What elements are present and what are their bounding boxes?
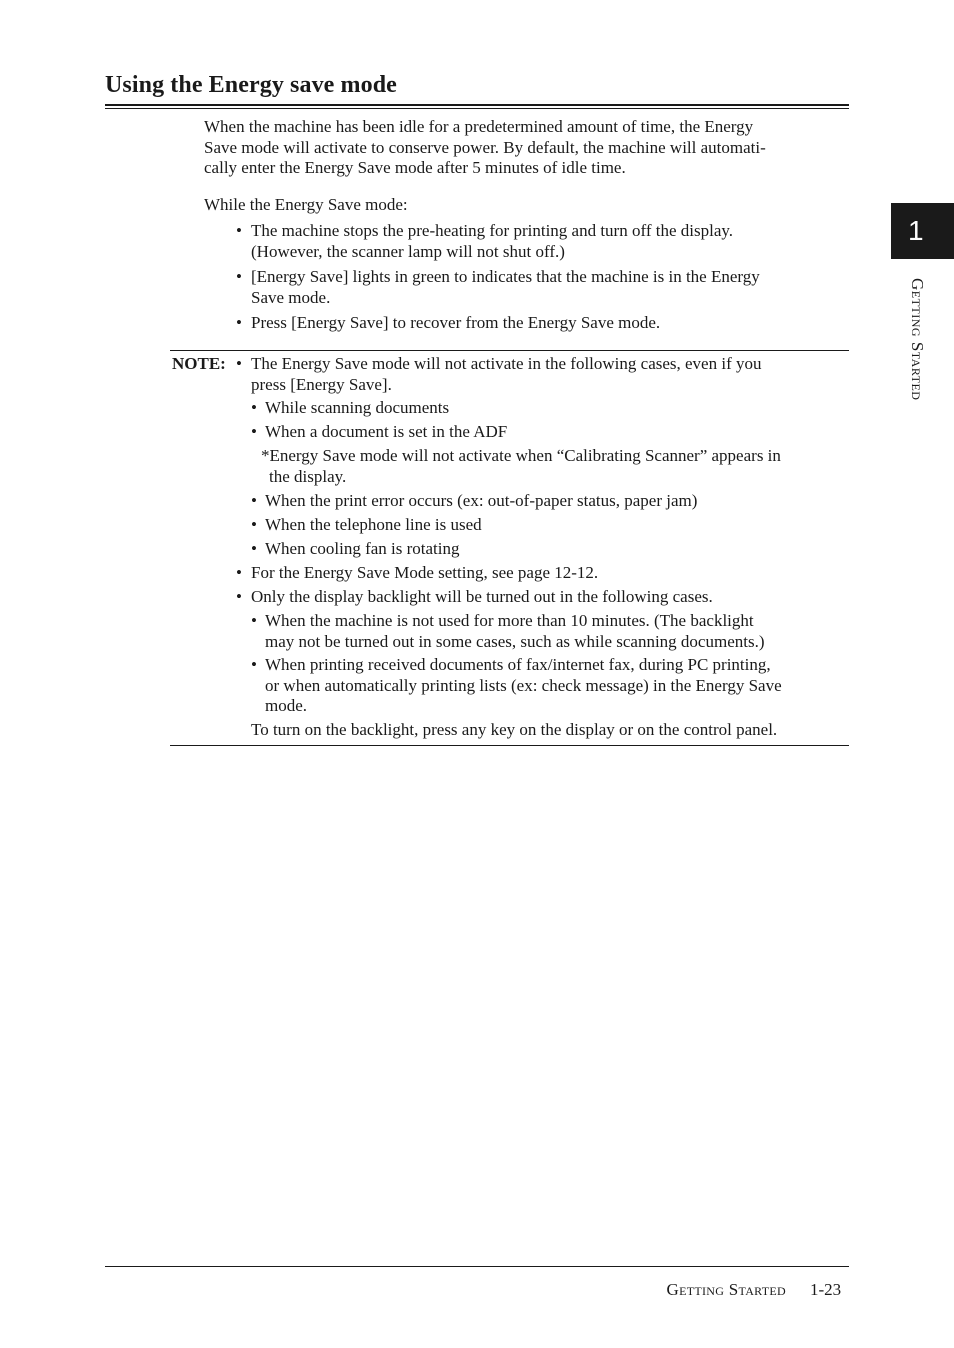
note-rule-top bbox=[170, 350, 849, 351]
bullet-icon: • bbox=[236, 267, 242, 286]
title-rule-top bbox=[105, 104, 849, 106]
list-item-line: Press [Energy Save] to recover from the Energy Save mode. bbox=[251, 313, 661, 332]
note-line: or when automatically printing lists (ex: check message) in the Energy Save bbox=[265, 675, 782, 695]
note-line: For the Energy Save Mode setting, see page 12-12. bbox=[251, 563, 599, 582]
note-line: The Energy Save mode will not activate in the following cases, even if you bbox=[251, 354, 762, 373]
footer-section: Getting Started bbox=[666, 1280, 786, 1299]
footer-rule bbox=[105, 1266, 849, 1267]
chapter-tab: 1 bbox=[891, 203, 954, 259]
note-item bbox=[236, 587, 713, 608]
note-line: When a document is set in the ADF bbox=[265, 422, 508, 441]
intro-line: cally enter the Energy Save mode after 5 minutes of idle time. bbox=[204, 158, 626, 177]
note-line: press [Energy Save]. bbox=[251, 374, 392, 394]
note-subitem bbox=[251, 655, 782, 717]
list-item bbox=[236, 313, 661, 334]
note-label: NOTE: bbox=[172, 354, 226, 373]
note-subitem bbox=[251, 491, 698, 512]
note-line: may not be turned out in some cases, such as while scanning documents.) bbox=[265, 631, 765, 651]
bullet-icon: • bbox=[236, 313, 242, 332]
note-line: the display. bbox=[269, 466, 347, 486]
note-closing: To turn on the backlight, press any key on the display or on the control panel. bbox=[251, 720, 778, 739]
note-line: When the telephone line is used bbox=[265, 515, 482, 534]
note-line: *Energy Save mode will not activate when “Calibrating Scanner” appears in bbox=[261, 446, 781, 465]
list-item bbox=[236, 221, 734, 262]
bullet-icon: • bbox=[251, 515, 257, 534]
title-rule-bottom bbox=[105, 108, 849, 109]
side-section-label: Getting Started bbox=[908, 278, 927, 401]
bullet-icon: • bbox=[251, 611, 257, 630]
note-subitem bbox=[251, 611, 765, 652]
intro-paragraph bbox=[204, 117, 844, 179]
note-asterisk bbox=[261, 446, 781, 487]
intro-line: When the machine has been idle for a predetermined amount of time, the Energy bbox=[204, 117, 754, 136]
note-item bbox=[236, 354, 762, 395]
list-item bbox=[236, 267, 760, 308]
bullet-icon: • bbox=[236, 587, 242, 606]
note-subitem bbox=[251, 539, 460, 560]
page-number: 1-23 bbox=[810, 1280, 842, 1299]
note-line: When cooling fan is rotating bbox=[265, 539, 460, 558]
note-line: When the machine is not used for more than 10 minutes. (The backlight bbox=[265, 611, 754, 630]
bullet-icon: • bbox=[251, 398, 257, 417]
bullet-icon: • bbox=[251, 491, 257, 510]
bullet-icon: • bbox=[251, 655, 257, 674]
note-line: When printing received documents of fax/internet fax, during PC printing, bbox=[265, 655, 771, 674]
note-line: When the print error occurs (ex: out-of-paper status, paper jam) bbox=[265, 491, 698, 510]
bullet-icon: • bbox=[251, 539, 257, 558]
bullet-icon: • bbox=[236, 563, 242, 582]
list-item-line: [Energy Save] lights in green to indicates that the machine is in the Energy bbox=[251, 267, 760, 286]
note-subitem bbox=[251, 422, 508, 443]
list-item-line: Save mode. bbox=[251, 287, 331, 307]
bullet-icon: • bbox=[236, 221, 242, 240]
list-item-line: (However, the scanner lamp will not shut off.) bbox=[251, 241, 565, 261]
intro-line: Save mode will activate to conserve power. By default, the machine will automati- bbox=[204, 137, 766, 157]
bullet-icon: • bbox=[251, 422, 257, 441]
list-item-line: The machine stops the pre-heating for printing and turn off the display. bbox=[251, 221, 734, 240]
while-label: While the Energy Save mode: bbox=[204, 195, 408, 214]
note-line: Only the display backlight will be turned out in the following cases. bbox=[251, 587, 713, 606]
note-line: While scanning documents bbox=[265, 398, 450, 417]
note-item bbox=[236, 563, 599, 584]
page-title: Using the Energy save mode bbox=[105, 72, 397, 98]
note-subitem bbox=[251, 398, 450, 419]
note-rule-bottom bbox=[170, 745, 849, 746]
note-subitem bbox=[251, 515, 482, 536]
note-line: mode. bbox=[265, 696, 308, 715]
bullet-icon: • bbox=[236, 354, 242, 373]
